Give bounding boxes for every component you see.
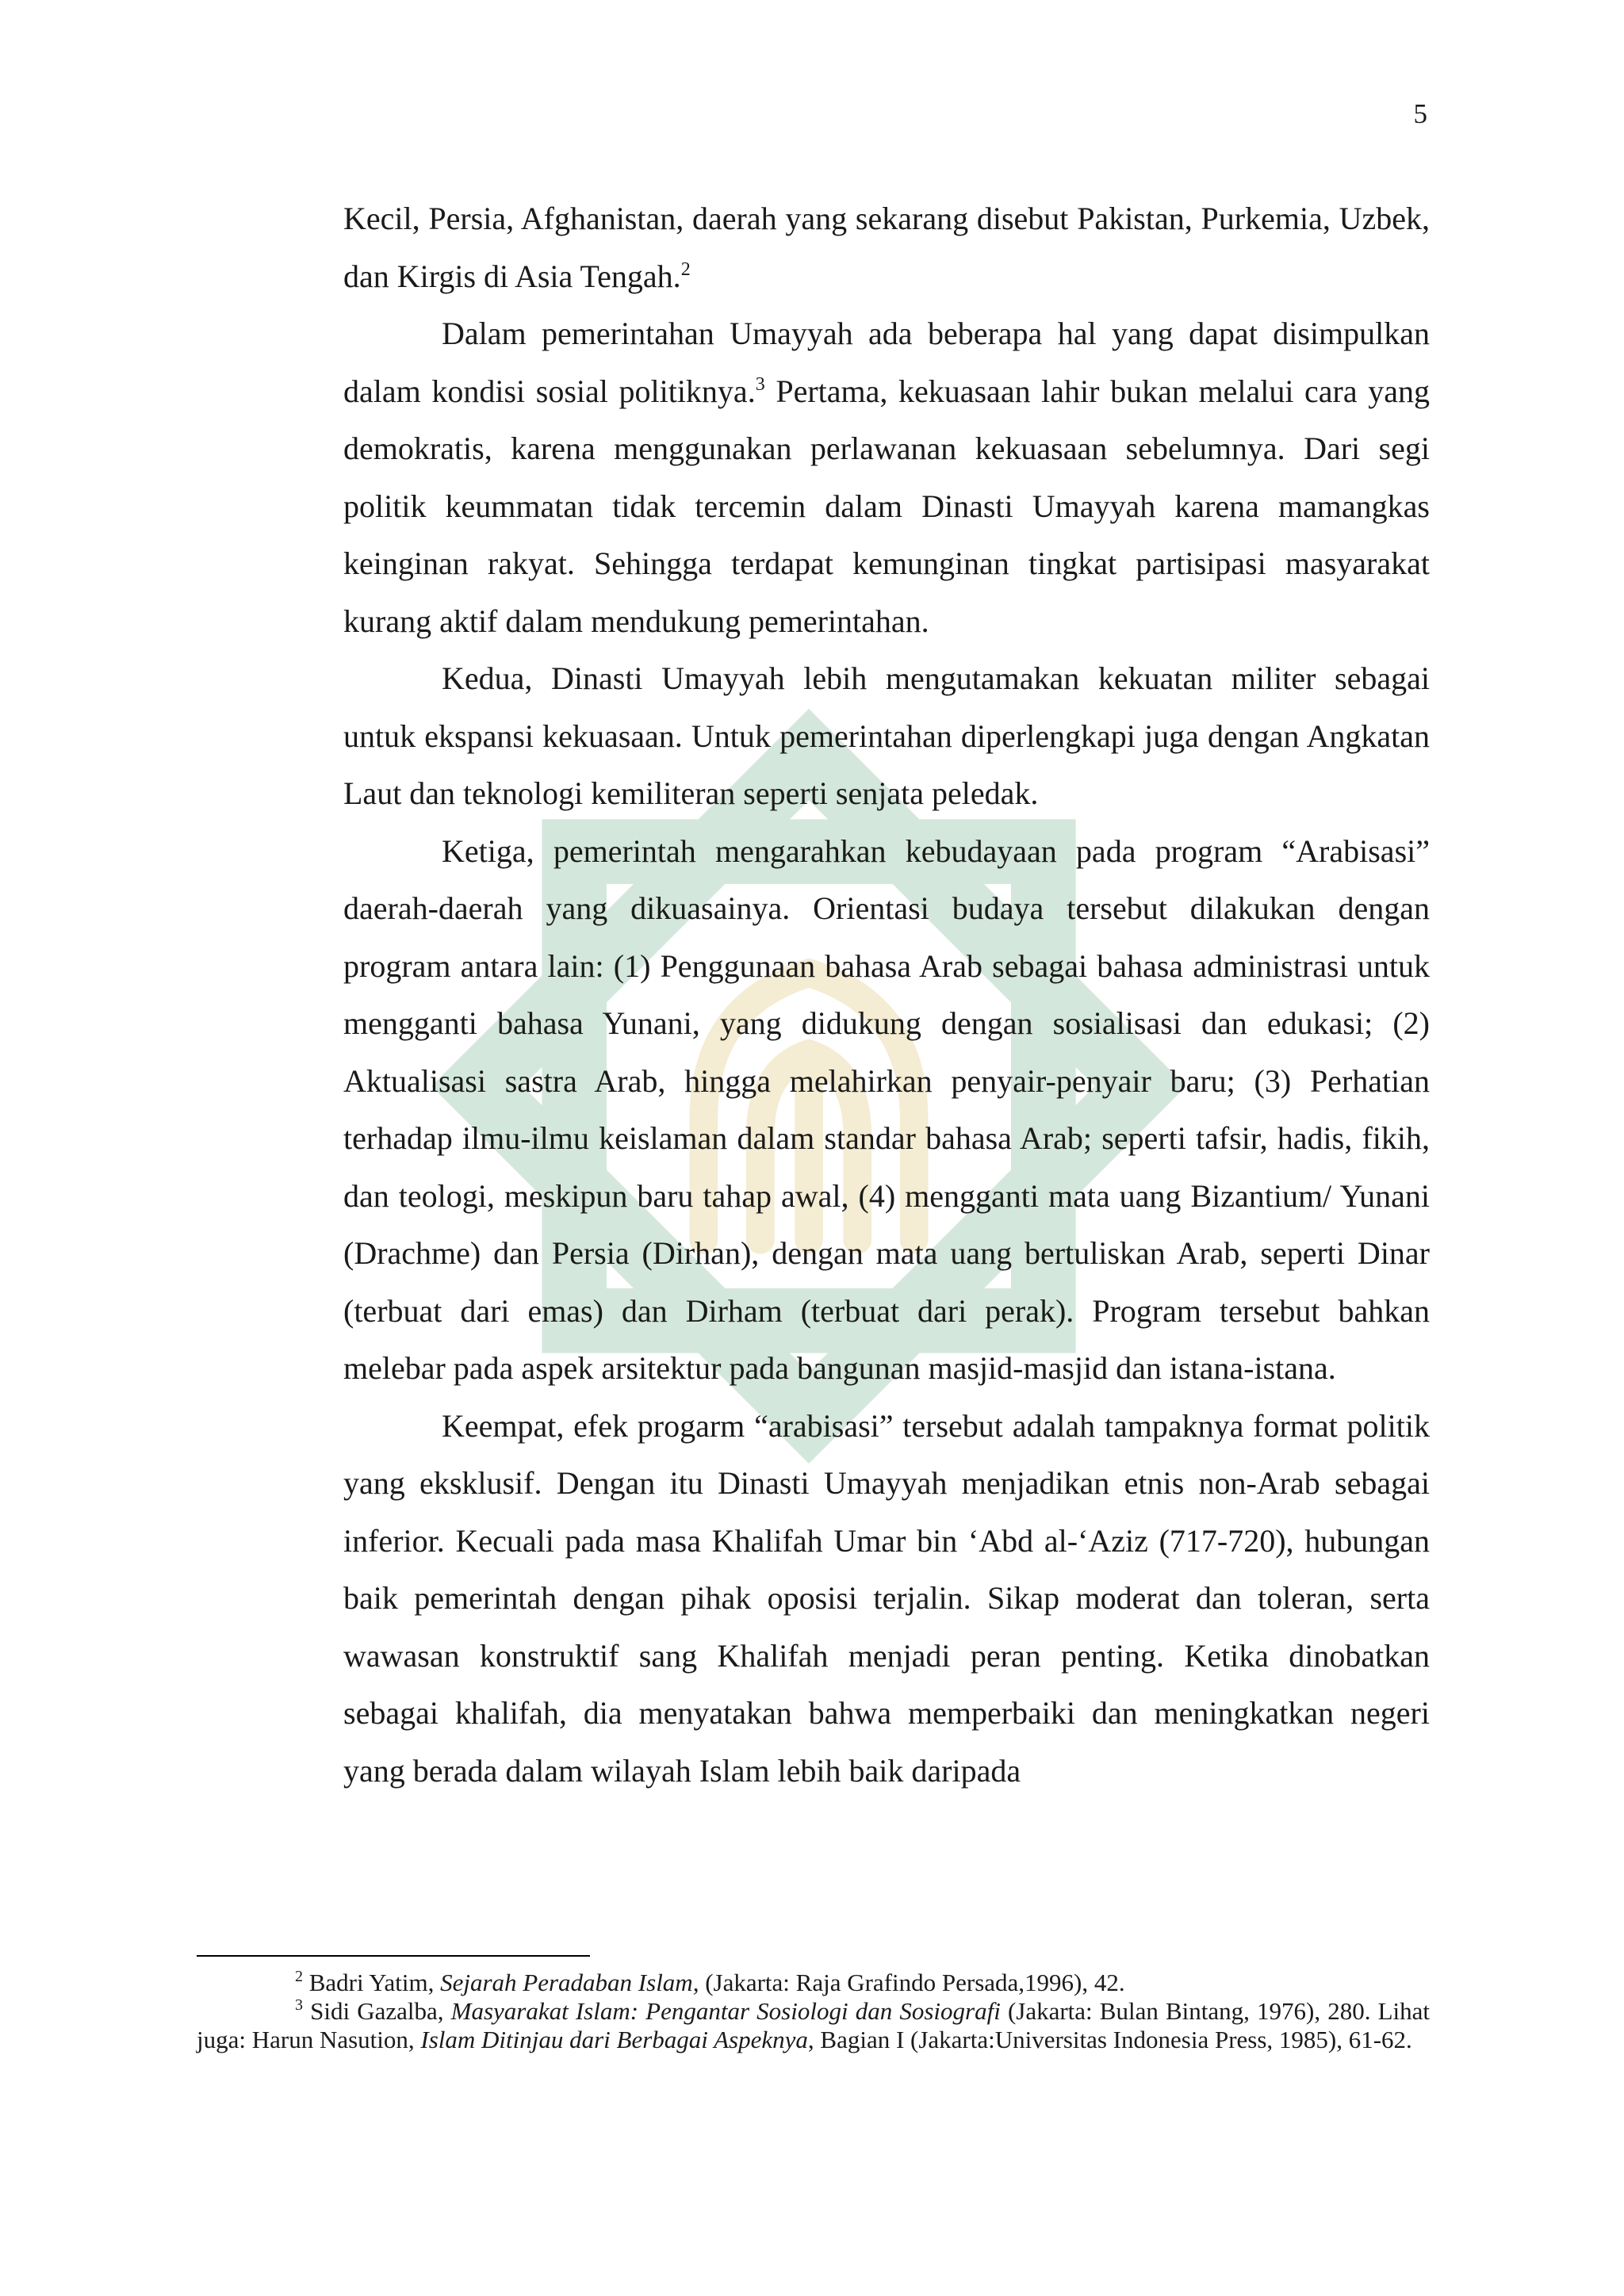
- paragraph-2-text-a: Dalam pemerintahan Umayyah ada beberapa hal yang dapat disimpulkan dalam kondisi sosial politiknya.: [343, 316, 1430, 409]
- paragraph-2: [343, 305, 1430, 650]
- footnote-2-publication: (Jakarta: Raja Grafindo Persada,1996), 42.: [699, 1969, 1125, 1996]
- body-text: [343, 190, 1430, 1800]
- paragraph-5: Keempat, efek progarm “arabisasi” tersebut adalah tampaknya format politik yang eksklusif. Dengan itu Dinasti Umayyah menjadikan etnis non-Arab sebagai inferior. Kecuali pada masa Khalifah Umar bin ‘Abd al-‘Aziz (717-720), hubungan baik pemerintah dengan pihak oposisi terjalin. Sikap moderat dan toleran, serta wawasan konstruktif sang Khalifah menjadi peran penting. Ketika dinobatkan sebagai khalifah, dia menyatakan bahwa memperbaiki dan meningkatkan negeri yang berada dalam wilayah Islam lebih baik daripada: [343, 1407, 1430, 1789]
- paragraph-1-text: Kecil, Persia, Afghanistan, daerah yang sekarang disebut Pakistan, Purkemia, Uzbek, dan Kirgis di Asia Tengah.: [343, 201, 1430, 294]
- footnote-3-title-2: Islam Ditinjau dari Berbagai Aspeknya: [420, 2026, 808, 2053]
- footnote-3: [197, 1997, 1430, 2054]
- footnote-2-number: 2: [295, 1968, 303, 1985]
- footnote-2: [197, 1969, 1430, 1997]
- footnotes: [197, 1969, 1430, 2054]
- page-number: 5: [1413, 98, 1427, 129]
- footnote-3-publication: (Jakarta: Bulan Bintang, 1976), 280. Lihat juga: Harun Nasution,: [197, 1997, 1430, 2053]
- footnote-2-title: Sejarah Peradaban Islam,: [440, 1969, 699, 1996]
- footnote-3-author: Sidi Gazalba,: [303, 1997, 451, 2025]
- footnote-2-author: Badri Yatim,: [303, 1969, 441, 1996]
- footnote-divider: [197, 1955, 590, 1957]
- footnote-3-publication-2: , Bagian I (Jakarta:Universitas Indonesia Press, 1985), 61-62.: [807, 2026, 1412, 2053]
- footnote-3-title: Masyarakat Islam: Pengantar Sosiologi dan Sosiografi: [450, 1997, 1001, 2025]
- paragraph-4: Ketiga, pemerintah mengarahkan kebudayaan pada program “Arabisasi” daerah-daerah yang dikuasainya. Orientasi budaya tersebut dilakukan dengan program antara lain: (1) Penggunaan bahasa Arab sebagai bahasa administrasi untuk mengganti bahasa Yunani, yang didukung dengan sosialisasi dan edukasi; (2) Aktualisasi sastra Arab, hingga melahirkan penyair-penyair baru; (3) Perhatian terhadap ilmu-ilmu keislaman dalam standar bahasa Arab; seperti tafsir, hadis, fikih, dan teologi, meskipun baru tahap awal, (4) mengganti mata uang Bizantium/ Yunani (Drachme) dan Persia (Dirhan), dengan mata uang bertuliskan Arab, seperti Dinar (terbuat dari emas) dan Dirham (terbuat dari perak). Program tersebut bahkan melebar pada aspek arsitektur pada bangunan masjid-masjid dan istana-istana.: [343, 832, 1430, 1386]
- paragraph-3: Kedua, Dinasti Umayyah lebih mengutamakan kekuatan militer sebagai untuk ekspansi kekuasaan. Untuk pemerintahan diperlengkapi juga dengan Angkatan Laut dan teknologi kemiliteran seperti senjata peledak.: [343, 660, 1430, 811]
- paragraph-1: [343, 190, 1430, 305]
- footnote-ref-3[interactable]: 3: [755, 373, 765, 395]
- paragraph-2-text-b: Pertama, kekuasaan lahir bukan melalui cara yang demokratis, karena menggunakan perlawanan kekuasaan sebelumnya. Dari segi politik keummatan tidak tercemin dalam Dinasti Umayyah karena mamangkas keinginan rakyat. Sehingga terdapat kemunginan tingkat partisipasi masyarakat kurang aktif dalam mendukung pemerintahan.: [343, 373, 1430, 639]
- footnote-3-number: 3: [295, 1996, 303, 2014]
- footnote-ref-2[interactable]: 2: [680, 258, 691, 280]
